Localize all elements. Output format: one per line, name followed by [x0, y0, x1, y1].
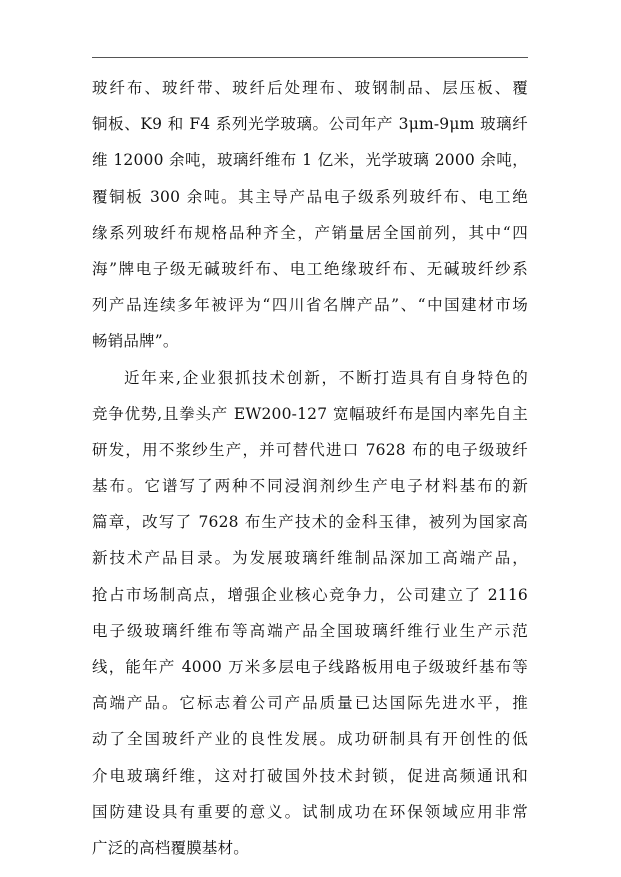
text-line: 电子级玻璃纤维布等高端产品全国玻璃纤维行业生产示范 — [92, 621, 528, 640]
text-line: 动了全国玻纤产业的良性发展。成功研制具有开创性的低 — [92, 730, 528, 749]
text-line: 覆铜板 300 余吨。其主导产品电子级系列玻纤布、电工绝 — [92, 187, 528, 206]
text-line: 竞争优势,且拳头产 EW200-127 宽幅玻纤布是国内率先自主 — [92, 404, 528, 423]
text-line: 线，能年产 4000 万米多层电子线路板用电子级玻纤基布等 — [92, 658, 528, 676]
text-line: 维 12000 余吨，玻璃纤维布 1 亿米，光学玻璃 2000 余吨， — [92, 151, 528, 170]
text-line: 研发，用不浆纱生产，并可替代进口 7628 布的电子级玻纤 — [92, 440, 528, 459]
text-line: 畅销品牌”。 — [92, 332, 179, 351]
paragraph-2 — [92, 360, 528, 867]
body-text — [92, 70, 528, 866]
text-line: 海”牌电子级无碱玻纤布、电工绝缘玻纤布、无碱玻纤纱系 — [92, 259, 528, 278]
text-line: 铜板、K9 和 F4 系列光学玻璃。公司年产 3μm-9μm 玻璃纤 — [92, 115, 528, 134]
text-line: 列产品连续多年被评为“四川省名牌产品”、“中国建材市场 — [92, 296, 528, 315]
text-line: 基布。它谱写了两种不同浸润剂纱生产电子材料基布的新 — [92, 477, 528, 496]
text-line: 介电玻璃纤维，这对打破国外技术封锁，促进高频通讯和 — [92, 766, 528, 785]
text-line: 抢占市场制高点，增强企业核心竞争力，公司建立了 2116 — [92, 585, 528, 604]
text-line: 新技术产品目录。为发展玻璃纤维制品深加工高端产品， — [92, 549, 528, 568]
text-line: 近年来,企业狠抓技术创新，不断打造具有自身特色的 — [124, 368, 528, 387]
text-line: 国防建设具有重要的意义。试制成功在环保领域应用非常 — [92, 802, 528, 821]
text-line: 缘系列玻纤布规格品种齐全，产销量居全国前列，其中“四 — [92, 223, 528, 242]
header-rule — [92, 57, 528, 58]
text-line: 高端产品。它标志着公司产品质量已达国际先进水平，推 — [92, 694, 528, 713]
text-line: 玻纤布、玻纤带、玻纤后处理布、玻钢制品、层压板、覆 — [92, 79, 528, 97]
paragraph-1 — [92, 70, 528, 360]
text-line: 篇章，改写了 7628 布生产技术的金科玉律，被列为国家高 — [92, 513, 528, 532]
text-line: 广泛的高档覆膜基材。 — [92, 838, 250, 857]
